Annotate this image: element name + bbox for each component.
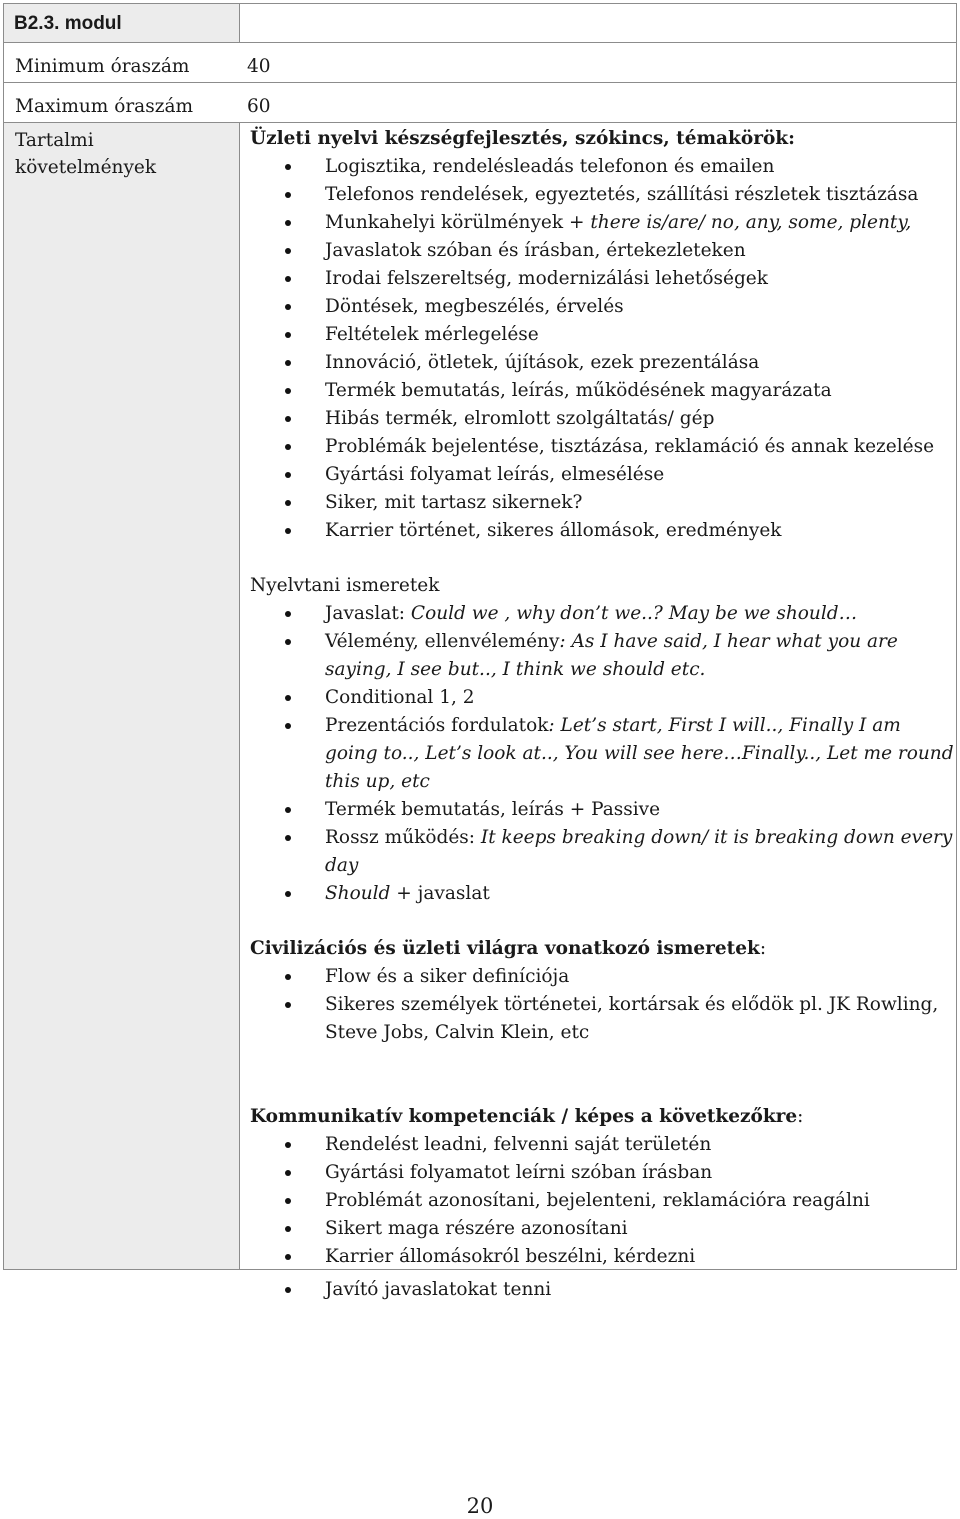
list-item: Gyártási folyamat leírás, elmesélése (250, 461, 956, 489)
list-item: Hibás termék, elromlott szolgáltatás/ gép (250, 405, 956, 433)
module-code-cell (4, 4, 240, 43)
section-communication-list (250, 1131, 956, 1304)
list-item (250, 628, 956, 684)
module-code-empty-cell (240, 4, 957, 43)
section-civilization-title-text: Civilizációs és üzleti világra vonatkozó ismeretek (250, 938, 760, 959)
list-item: Javító javaslatokat tenni (250, 1276, 956, 1304)
list-item: Logisztika, rendelésleadás telefonon és emailen (250, 153, 956, 181)
max-hours-row (4, 83, 957, 123)
list-item-text: Vélemény, ellenvélemény (325, 631, 560, 652)
title-colon: : (759, 938, 767, 959)
list-item-italic: Should (325, 883, 391, 904)
list-item: Irodai felszereltség, modernizálási lehetőségek (250, 265, 956, 293)
list-item: Problémák bejelentése, tisztázása, reklamáció és annak kezelése (250, 433, 956, 461)
list-item-italic: : Let’s start, First I will.., Finally I am going to.., Let’s look at.., You will see here…Finally.., Let me round this up, etc (325, 715, 954, 792)
list-item: Siker, mit tartasz sikernek? (250, 489, 956, 517)
list-item-italic: : As I have said, I hear what you are saying, I see but.., I think we should etc. (325, 631, 898, 680)
list-item: Termék bemutatás, leírás, működésének magyarázata (250, 377, 956, 405)
list-item: Javaslatok szóban és írásban, értekezleteken (250, 237, 956, 265)
max-hours-label: Maximum óraszám (15, 96, 194, 117)
min-hours-label: Minimum óraszám (15, 56, 190, 77)
list-item-italic: Could we , why don’t we..? May be we should… (410, 603, 858, 624)
list-item (250, 824, 956, 880)
list-item: Conditional 1, 2 (250, 684, 956, 712)
list-item (250, 209, 956, 237)
title-colon: : (797, 1106, 804, 1127)
list-item: Problémát azonosítani, bejelenteni, reklamációra reagálni (250, 1187, 956, 1215)
list-item: Rendelést leadni, felvenni saját területén (250, 1131, 956, 1159)
list-item: Gyártási folyamatot leírni szóban írásban (250, 1159, 956, 1187)
content-label-line2: követelmények (15, 157, 157, 178)
list-item: Telefonos rendelések, egyeztetés, szállítási részletek tisztázása (250, 181, 956, 209)
page-number: 20 (466, 1494, 494, 1518)
list-item: Karrier történet, sikeres állomások, eredmények (250, 517, 956, 545)
section-grammar-list (250, 600, 956, 908)
section-civilization-title (250, 935, 956, 963)
list-item-italic: It keeps breaking down/ it is breaking down every day (325, 827, 953, 876)
list-item-text: Rossz működés: (325, 827, 481, 848)
list-item (250, 600, 956, 628)
list-item-text: + javaslat (390, 883, 490, 904)
list-item: Sikeres személyek történetei, kortársak és elődök pl. JK Rowling, Steve Jobs, Calvin Klein, etc (250, 991, 956, 1047)
list-item (250, 712, 956, 796)
min-hours-value: 40 (247, 56, 271, 77)
list-item: Döntések, megbeszélés, érvelés (250, 293, 956, 321)
section-business-skills-list (250, 153, 956, 545)
list-item-text: Prezentációs fordulatok (325, 715, 549, 736)
list-item: Feltételek mérlegelése (250, 321, 956, 349)
content-label-line1: Tartalmi (15, 130, 94, 151)
list-item (250, 880, 956, 908)
module-table (3, 3, 957, 1300)
module-code: B2.3. modul (14, 13, 122, 34)
section-business-skills-title: Üzleti nyelvi készségfejlesztés, szókincs, témakörök: (250, 128, 795, 149)
list-item: Karrier állomásokról beszélni, kérdezni (250, 1243, 956, 1271)
max-hours-value: 60 (247, 96, 271, 117)
list-item: Flow és a siker definíciója (250, 963, 956, 991)
section-civilization-list (250, 963, 956, 1047)
list-item-italic: there is/are/ no, any, some, plenty, (590, 212, 912, 233)
section-communication-title (250, 1103, 956, 1131)
list-item: Sikert maga részére azonosítani (250, 1215, 956, 1243)
section-communication-title-text: Kommunikatív kompetenciák / képes a következőkre (250, 1106, 798, 1127)
content-label-cell (4, 123, 240, 1270)
list-item: Innováció, ötletek, újítások, ezek prezentálása (250, 349, 956, 377)
section-grammar-title: Nyelvtani ismeretek (250, 575, 440, 596)
content-cell (240, 123, 957, 1300)
min-hours-row (4, 43, 957, 83)
list-item: Termék bemutatás, leírás + Passive (250, 796, 956, 824)
list-item-text: Munkahelyi körülmények + (325, 212, 591, 233)
list-item-text: Javaslat: (325, 603, 411, 624)
